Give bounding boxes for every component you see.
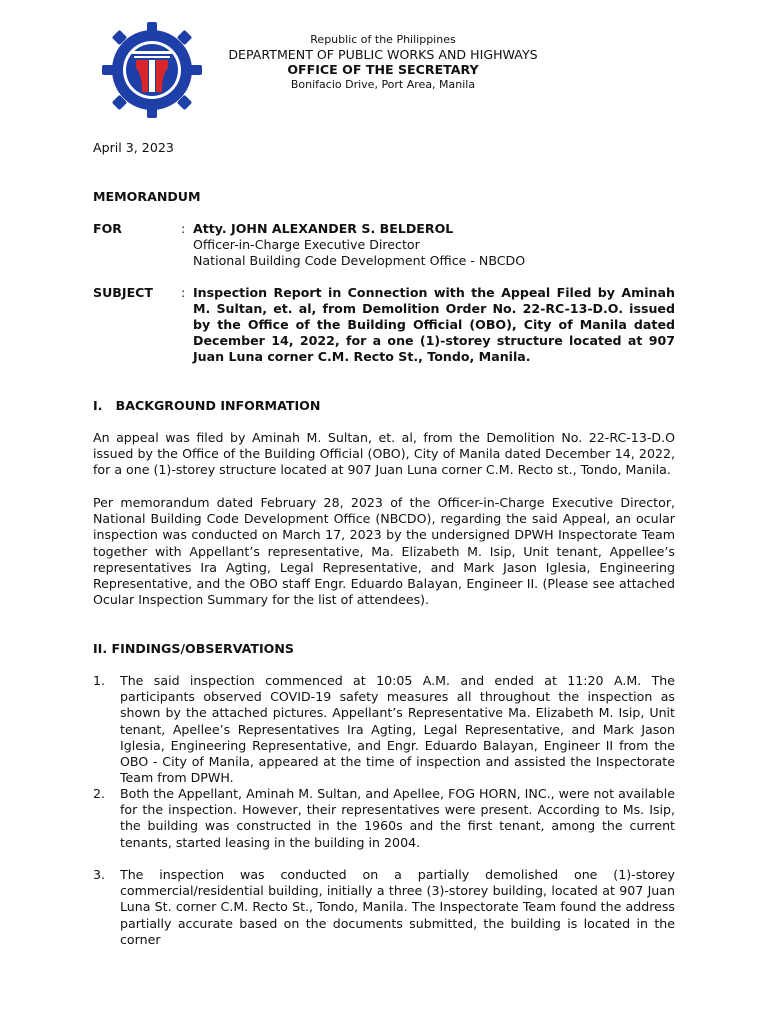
subject-label: SUBJECT bbox=[93, 285, 154, 300]
finding-item-1 bbox=[93, 673, 675, 786]
department-name: DEPARTMENT OF PUBLIC WORKS AND HIGHWAYS bbox=[228, 47, 538, 62]
section-1-heading: I. BACKGROUND INFORMATION bbox=[93, 398, 321, 413]
background-paragraph-2: Per memorandum dated February 28, 2023 of the Officer-in-Charge Executive Director, National Building Code Development Office (NBCDO), regarding the said Appeal, an ocular inspection was conducted on March 17, 2023 by the undersigned DPWH Inspectorate Team together with Appellant’s representative, Ma. Elizabeth M. Isip, Unit tenant, Appellee’s representatives Ira Agting, Legal Representative, and Mark Jason Iglesia, Engineering Representative, and the OBO staff Engr. Eduardo Balayan, Engineer II. (Please see attached Ocular Inspection Summary for the list of attendees). bbox=[93, 495, 675, 608]
memo-label: MEMORANDUM bbox=[93, 189, 201, 204]
finding-item-3 bbox=[93, 867, 675, 948]
office-address: Bonifacio Drive, Port Area, Manila bbox=[290, 78, 476, 91]
finding-text: Both the Appellant, Aminah M. Sultan, and Apellee, FOG HORN, INC., were not available for the inspection. However, their representatives were present. According to Ms. Isip, the building was constructed in the 1960s and the first tenant, among the current tenants, started leasing in the building in 2004. bbox=[120, 786, 675, 850]
finding-text: The said inspection commenced at 10:05 A.M. and ended at 11:20 A.M. The participants observed COVID-19 safety measures all throughout the inspection as shown by the attached pictures. Appellant’s Representative Ma. Elizabeth M. Isip, Unit tenant, Apellee’s Representatives Ira Agting, Legal Representative, and Mark Jason Iglesia, Engineering Representative, and Engr. Eduardo Balayan, Engineer II from the OBO - City of Manila, appeared at the time of inspection and assisted the Inspectorate Team from DPWH. bbox=[120, 673, 675, 786]
dpwh-seal-logo bbox=[98, 18, 206, 122]
section-2-heading: II. FINDINGS/OBSERVATIONS bbox=[93, 641, 294, 656]
addressee-position: Officer-in-Charge Executive Director bbox=[193, 237, 420, 252]
finding-number: 3. bbox=[93, 867, 106, 882]
addressee-name: Atty. JOHN ALEXANDER S. BELDEROL bbox=[193, 221, 454, 236]
background-paragraph-1: An appeal was filed by Aminah M. Sultan, et. al, from the Demolition No. 22-RC-13-D.O issued by the Office of the Building Official (OBO), City of Manila dated December 14, 2022, for a one (1)-storey structure located at 907 Juan Luna corner C.M. Recto st., Tondo, Manila. bbox=[93, 430, 675, 478]
finding-text: The inspection was conducted on a partially demolished one (1)-storey commercial/residential building, initially a three (3)-storey building, located at 907 Juan Luna St. corner C.M. Recto St., Tondo, Manila. The Inspectorate Team found the address partially accurate based on the documents submitted, the building is located in the corner bbox=[120, 867, 675, 947]
office-name: OFFICE OF THE SECRETARY bbox=[287, 62, 479, 77]
finding-number: 1. bbox=[93, 673, 106, 688]
for-label: FOR bbox=[93, 221, 123, 236]
finding-number: 2. bbox=[93, 786, 106, 801]
subject-colon: : bbox=[181, 285, 186, 300]
memo-date: April 3, 2023 bbox=[93, 140, 174, 155]
subject-text: Inspection Report in Connection with the Appeal Filed by Aminah M. Sultan, et. al, from Demolition Order No. 22-RC-13-D.O. issued by the Office of the Building Official (OBO), City of Manila dated December 14, 2022, for a one (1)-storey structure located at 907 Juan Luna corner C.M. Recto St., Tondo, Manila. bbox=[193, 285, 675, 364]
finding-item-2 bbox=[93, 786, 675, 851]
for-block bbox=[93, 221, 675, 273]
addressee-office: National Building Code Development Office - NBCDO bbox=[193, 253, 526, 268]
for-colon: : bbox=[181, 221, 186, 236]
subject-block bbox=[93, 285, 675, 367]
republic-line: Republic of the Philippines bbox=[310, 33, 456, 46]
for-value bbox=[193, 221, 675, 269]
letterhead bbox=[210, 32, 556, 92]
